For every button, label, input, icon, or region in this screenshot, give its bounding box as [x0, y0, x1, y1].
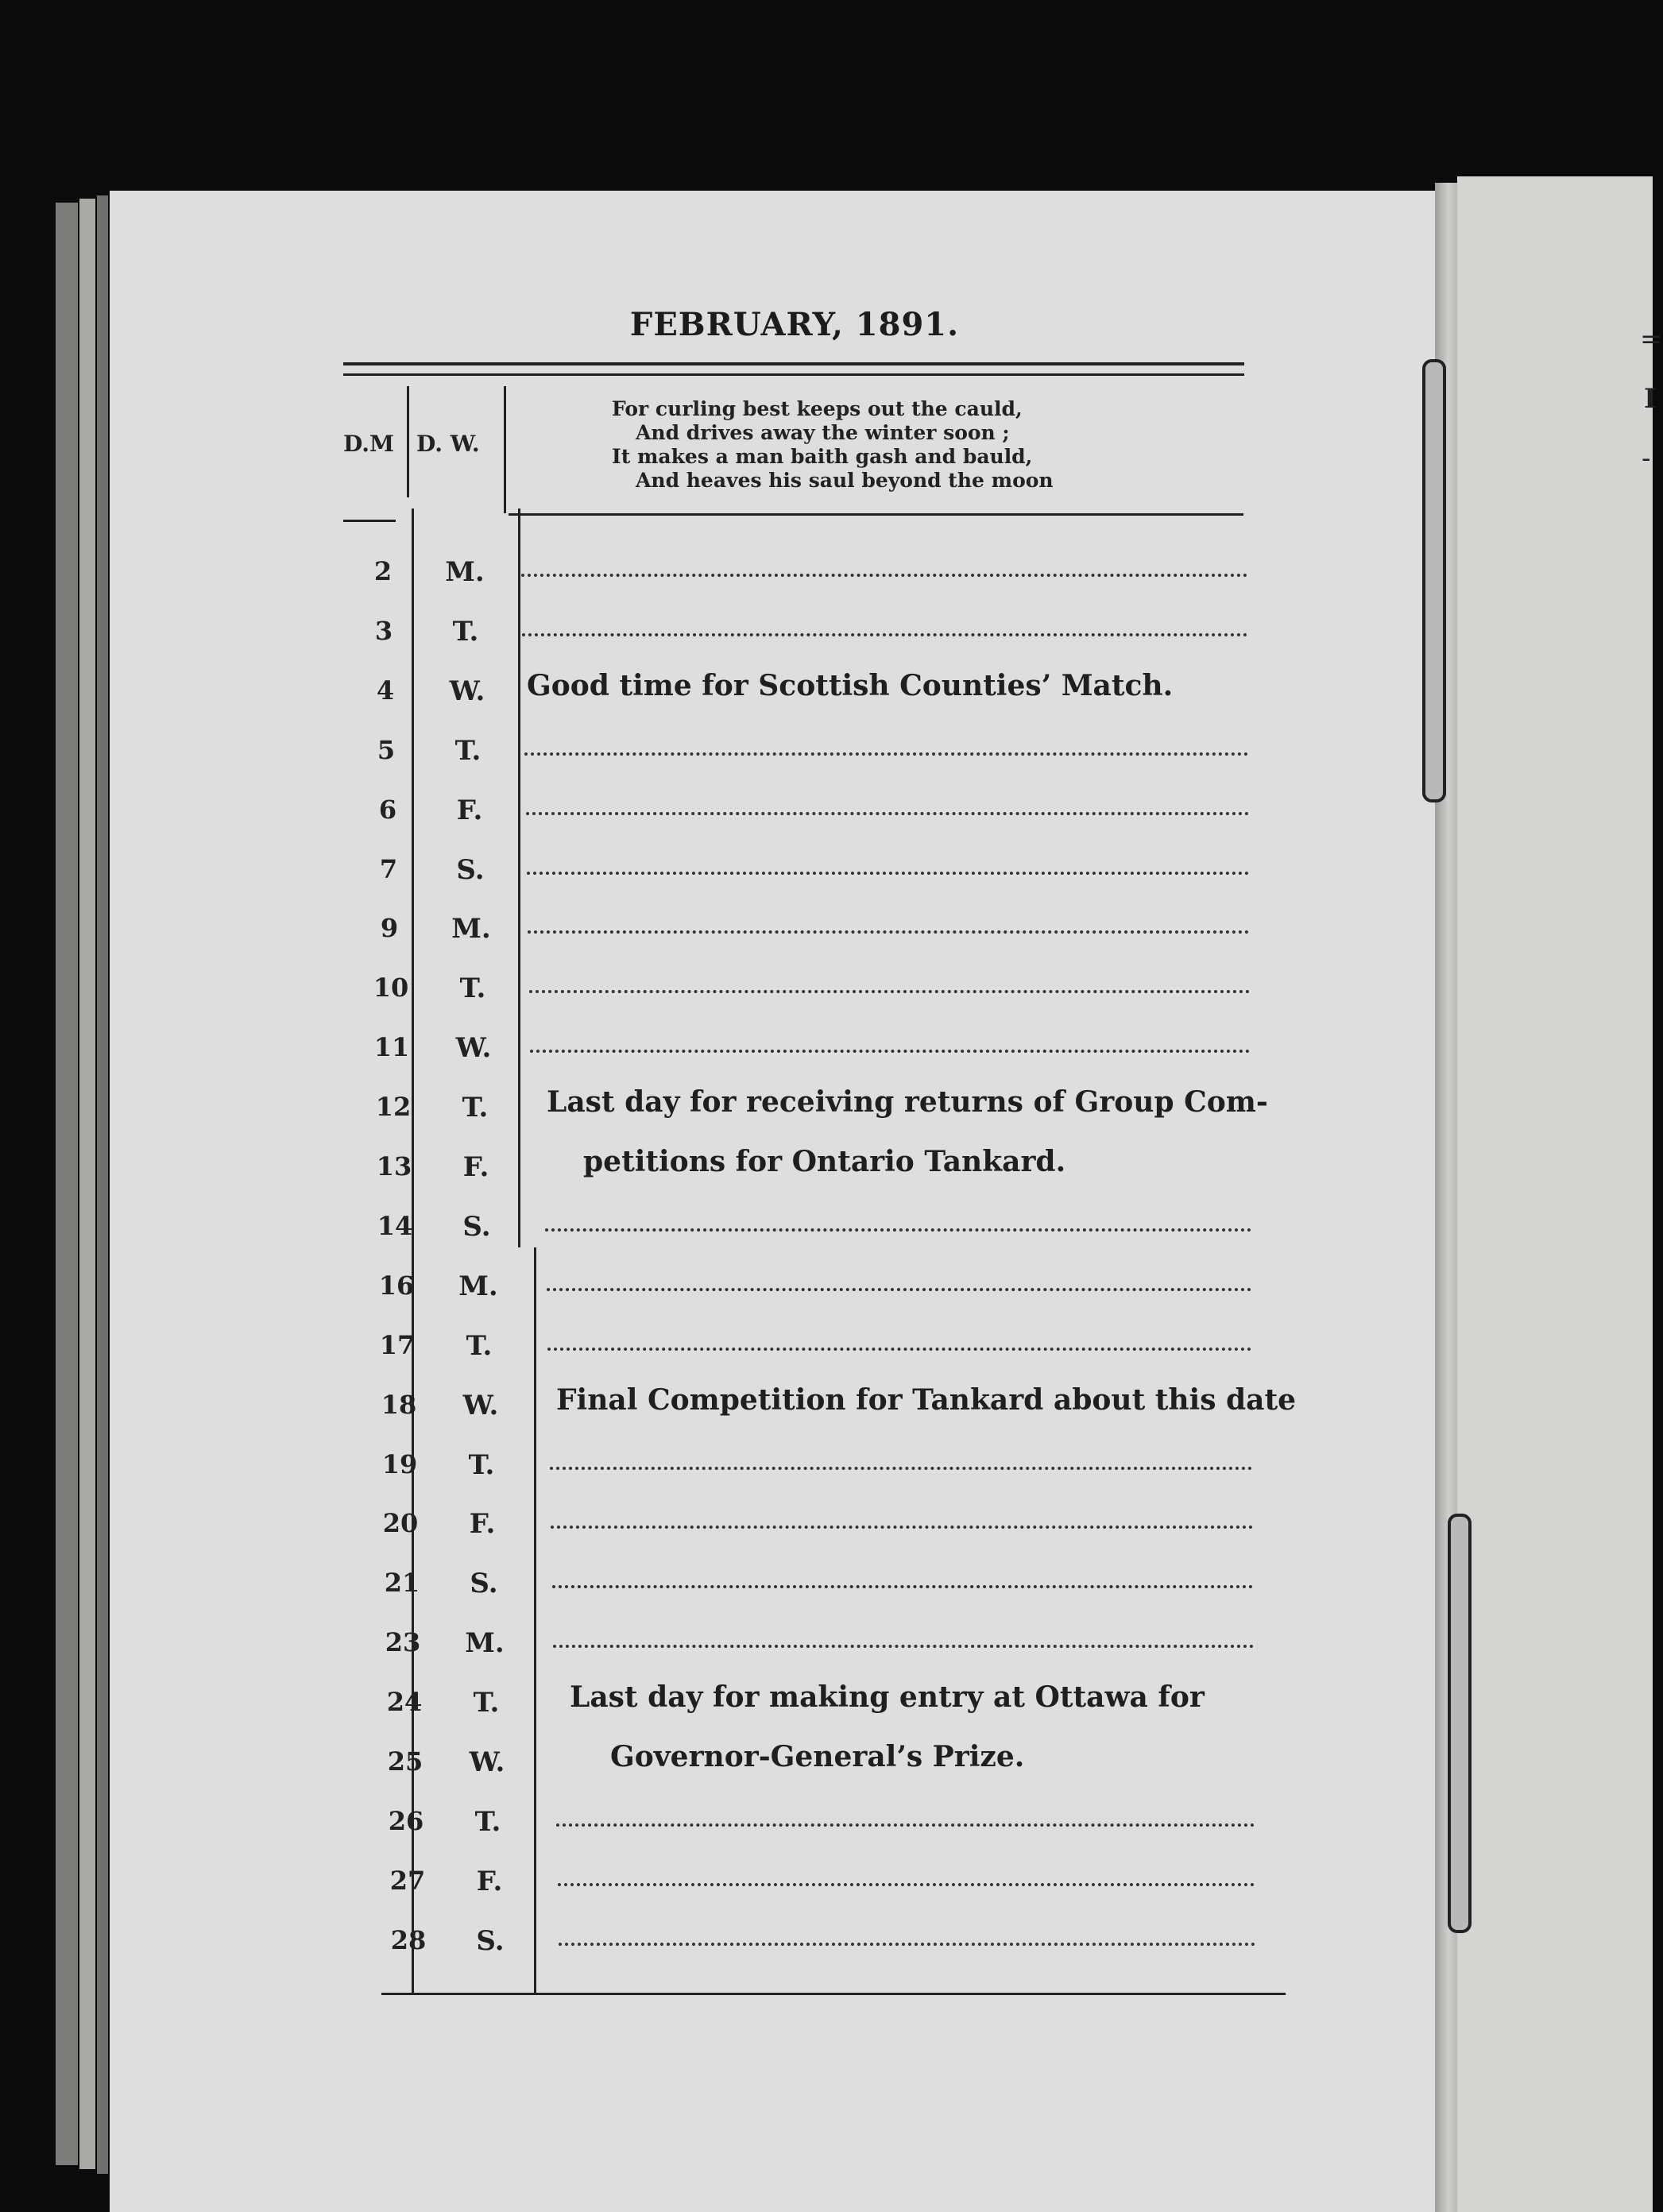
column-divider	[534, 1247, 536, 1994]
header-rule	[343, 362, 1244, 365]
facing-page	[1457, 176, 1663, 2212]
day-of-week: F.	[469, 1508, 496, 1540]
day-of-month: 28	[390, 1925, 427, 1955]
dotted-leader	[545, 1228, 1251, 1232]
day-of-month: 21	[384, 1568, 420, 1598]
calendar-entry: Final Competition for Tankard about this date	[556, 1383, 1297, 1417]
day-of-week: M.	[465, 1627, 505, 1659]
dotted-leader	[528, 930, 1249, 934]
day-of-week: F.	[476, 1866, 503, 1897]
day-of-week: T.	[466, 1330, 493, 1362]
day-of-week: W.	[455, 1032, 492, 1064]
day-of-week: T.	[452, 616, 479, 648]
day-of-week: T.	[459, 973, 486, 1004]
verse-rule	[509, 513, 1243, 516]
verse-line: It makes a man baith gash and bauld,	[612, 445, 1033, 468]
calendar-page	[110, 191, 1435, 2212]
day-of-month: 9	[380, 913, 399, 943]
day-of-week: T.	[468, 1449, 495, 1481]
footer-rule	[381, 1993, 1286, 1995]
dotted-leader	[559, 1943, 1255, 1946]
day-of-week: S.	[456, 854, 485, 886]
dotted-leader	[526, 812, 1249, 815]
dotted-leader	[524, 752, 1248, 756]
day-of-month: 19	[381, 1449, 418, 1479]
verse-line: For curling best keeps out the cauld,	[612, 397, 1023, 420]
day-of-week: W.	[462, 1390, 499, 1421]
day-of-month: 13	[376, 1151, 412, 1181]
day-of-month: 18	[381, 1390, 417, 1420]
binding-thread	[1422, 359, 1446, 802]
dotted-leader	[522, 633, 1247, 636]
book-edge	[56, 203, 78, 2165]
day-of-month: 27	[389, 1866, 426, 1896]
day-of-month: 14	[377, 1211, 413, 1241]
dotted-leader	[556, 1823, 1255, 1827]
day-of-week: W.	[449, 675, 485, 707]
day-of-month: 25	[387, 1746, 423, 1777]
facing-page-fragment: I	[1644, 383, 1657, 415]
calendar-entry: petitions for Ontario Tankard.	[583, 1145, 1066, 1178]
day-of-week: F.	[456, 795, 483, 826]
day-of-week: T.	[474, 1806, 501, 1838]
day-of-month: 4	[376, 675, 395, 706]
curling-verse	[612, 397, 1184, 493]
day-of-month: 5	[377, 735, 396, 765]
day-of-month: 2	[373, 556, 393, 586]
header-rule	[343, 373, 1244, 376]
column-header-day-of-week: D. W.	[416, 431, 480, 457]
day-of-month: 7	[379, 854, 398, 884]
day-of-week: M.	[451, 913, 491, 945]
dotted-leader	[530, 1050, 1250, 1053]
day-of-month: 12	[375, 1092, 412, 1122]
day-of-month: 20	[382, 1508, 419, 1538]
facing-page-fragment: -	[1642, 443, 1651, 474]
calendar-entry: Last day for making entry at Ottawa for	[570, 1680, 1205, 1714]
column-divider	[504, 386, 506, 513]
dotted-leader	[550, 1467, 1252, 1470]
dotted-leader	[527, 872, 1249, 875]
dotted-leader	[551, 1526, 1253, 1529]
day-of-week: T.	[462, 1092, 489, 1123]
day-of-week: F.	[462, 1151, 489, 1183]
day-of-week: W.	[469, 1746, 505, 1778]
day-of-month: 17	[379, 1330, 416, 1360]
day-of-week: S.	[470, 1568, 498, 1599]
dotted-leader	[558, 1883, 1255, 1886]
verse-line: And drives away the winter soon ;	[636, 421, 1010, 444]
day-of-month: 16	[378, 1270, 415, 1301]
dotted-leader	[552, 1585, 1253, 1588]
dotted-leader	[529, 990, 1250, 993]
day-of-month: 11	[373, 1032, 410, 1062]
day-of-month: 24	[386, 1687, 423, 1717]
day-of-week: S.	[462, 1211, 491, 1243]
day-of-week: M.	[458, 1270, 498, 1302]
day-of-week: T.	[454, 735, 481, 767]
day-of-month: 23	[385, 1627, 421, 1657]
page-title: FEBRUARY, 1891.	[629, 306, 960, 343]
day-of-week: M.	[445, 556, 485, 588]
day-of-month: 3	[374, 616, 393, 646]
day-of-week: S.	[476, 1925, 505, 1957]
facing-page-fragment: =	[1640, 323, 1663, 355]
book-edge	[79, 199, 95, 2169]
column-header-day-of-month: D.M	[343, 431, 395, 457]
calendar-entry: Governor-General’s Prize.	[610, 1740, 1025, 1773]
calendar-entry: Last day for receiving returns of Group Com-	[547, 1085, 1268, 1119]
day-of-week: T.	[473, 1687, 500, 1719]
dotted-leader	[521, 574, 1247, 577]
book-edge	[97, 195, 108, 2174]
verse-line: And heaves his saul beyond the moon	[636, 469, 1054, 492]
column-divider	[407, 386, 409, 497]
binding-thread	[1448, 1514, 1472, 1933]
day-of-month: 10	[373, 973, 409, 1003]
dotted-leader	[547, 1348, 1251, 1351]
column-rule	[343, 520, 396, 522]
calendar-entry: Good time for Scottish Counties’ Match.	[527, 669, 1174, 702]
dotted-leader	[547, 1288, 1251, 1291]
day-of-month: 6	[378, 795, 397, 825]
dotted-leader	[553, 1645, 1254, 1648]
day-of-month: 26	[388, 1806, 424, 1836]
column-divider	[518, 509, 520, 1247]
